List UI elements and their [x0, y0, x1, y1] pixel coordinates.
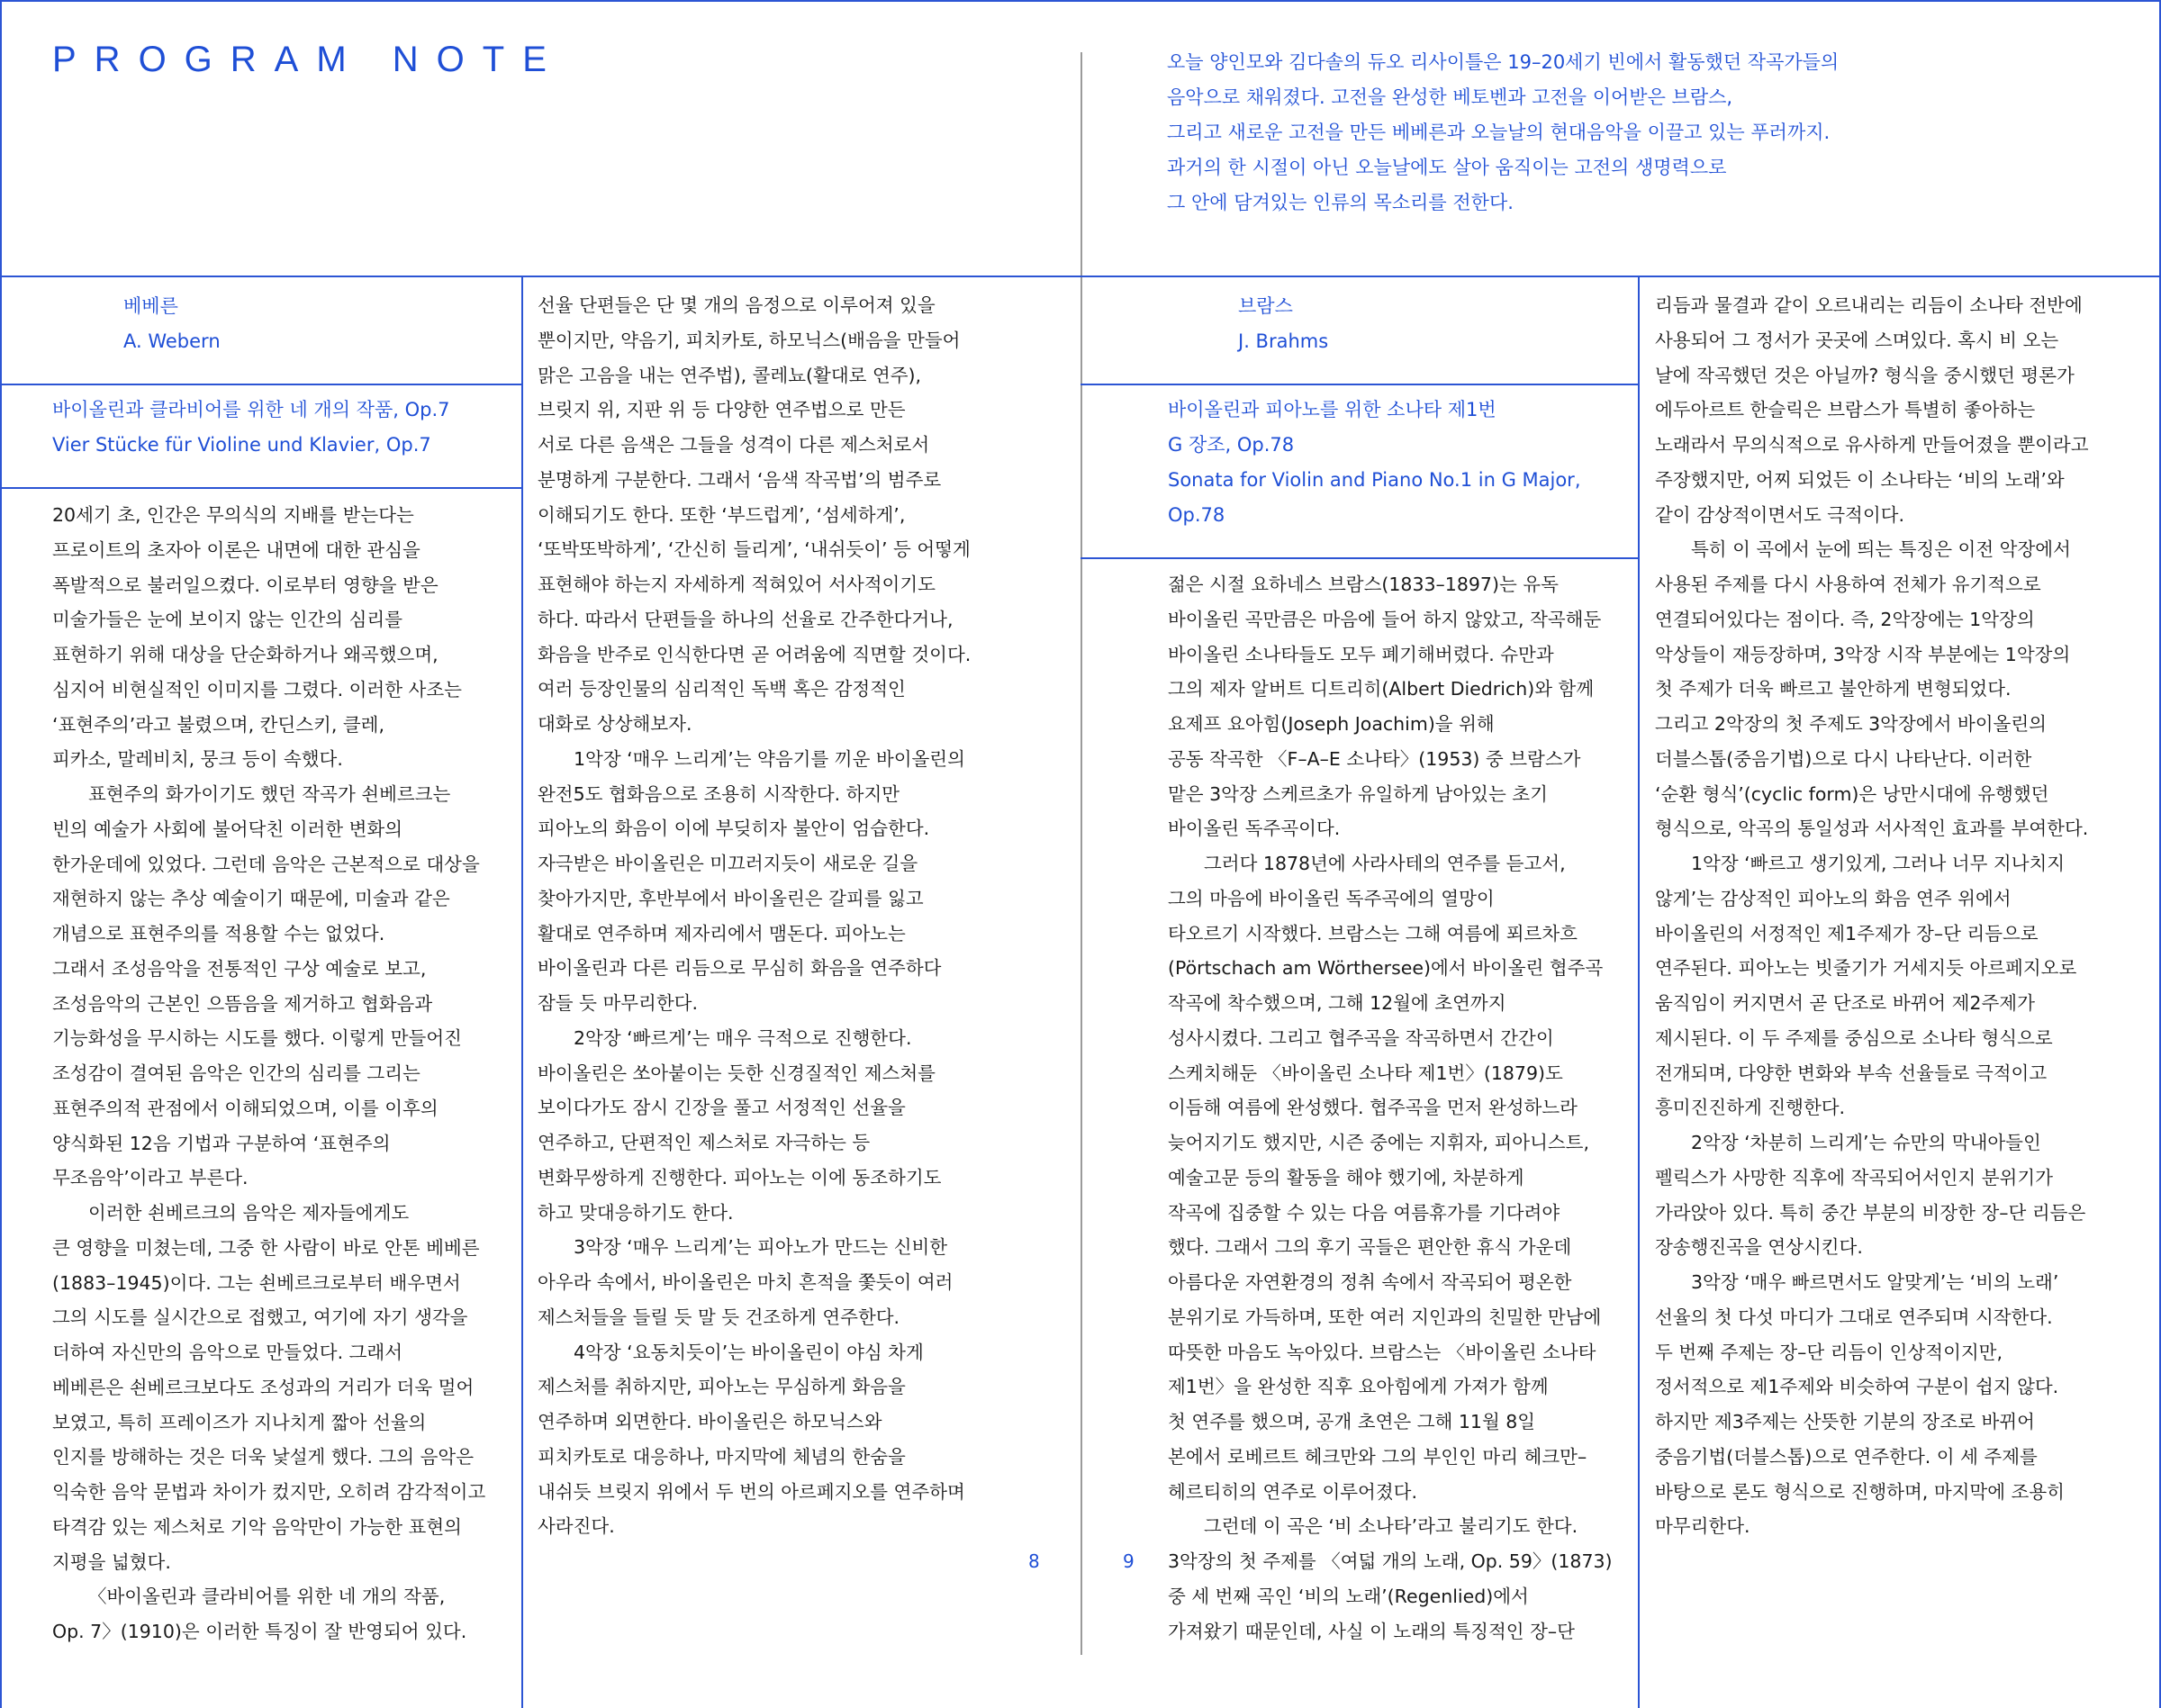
body-text-line: 2악장 ‘빠르게’는 매우 극적으로 진행한다.	[574, 1026, 912, 1049]
body-text-line: 잠들 듯 마무리한다.	[538, 992, 698, 1014]
body-text-line: 하고 맞대응하기도 한다.	[538, 1201, 734, 1224]
spine-divider	[1080, 277, 1082, 1655]
body-text-line: 선율의 첫 다섯 마디가 그대로 연주되며 시작한다.	[1655, 1306, 2053, 1328]
body-text-line: 헤르티히의 연주로 이루어졌다.	[1168, 1480, 1417, 1503]
page-number-left: 8	[1028, 1550, 1040, 1572]
body-text-line: 베베른은 쇤베르크보다도 조성과의 거리가 더욱 멀어	[52, 1376, 475, 1398]
column-divider-3	[1638, 276, 1640, 1708]
body-text-line: 날에 작곡했던 것은 아닐까? 형식을 중시했던 평론가	[1655, 364, 2075, 386]
intro-line: 그리고 새로운 고전을 만든 베베른과 오늘날의 현대음악을 이끌고 있는 푸러까지.	[1167, 122, 1831, 143]
body-text-line: 피카소, 말레비치, 뭉크 등이 속했다.	[52, 748, 343, 771]
body-text-line: 전개되며, 다양한 변화와 부속 선율들로 극적이고	[1655, 1062, 2048, 1084]
body-text-line: 이듬해 여름에 완성했다. 협주곡을 먼저 완성하느라	[1168, 1097, 1578, 1119]
body-text-line: 늦어지기도 했지만, 시즌 중에는 지휘자, 피아니스트,	[1168, 1132, 1589, 1153]
body-text-line: 개념으로 표현주의를 적용할 수는 없었다.	[52, 923, 385, 944]
top-border	[0, 0, 2161, 2]
body-text-line: 정서적으로 제1주제와 비슷하여 구분이 쉽지 않다.	[1655, 1376, 2059, 1398]
body-text-line: 에두아르트 한슬릭은 브람스가 특별히 좋아하는	[1655, 399, 2036, 421]
page-title: PROGRAM NOTE	[52, 40, 565, 79]
body-text-line: 아우라 속에서, 바이올린은 마치 흔적을 쫓듯이 여러	[538, 1271, 954, 1293]
body-text-line: 피치카토로 대응하나, 마지막에 체념의 한숨을	[538, 1445, 906, 1468]
webern-column-2	[538, 288, 971, 1544]
body-text-line: 연주하고, 단편적인 제스처로 자극하는 등	[538, 1132, 871, 1153]
body-text-line: 맑은 고음을 내는 연주법), 콜레뇨(활대로 연주),	[538, 364, 922, 386]
body-text-line: 화음을 반주로 인식한다면 곧 어려움에 직면할 것이다.	[538, 643, 972, 665]
body-text-line: 표현하기 위해 대상을 단순화하거나 왜곡했으며,	[52, 644, 439, 665]
body-text-line: 가라앉아 있다. 특히 중간 부분의 비장한 장–단 리듬은	[1655, 1201, 2086, 1224]
body-text-line: 더블스톱(중음기법)으로 다시 나타난다. 이러한	[1655, 747, 2032, 770]
body-text-line: 사라진다.	[538, 1515, 615, 1538]
body-text-line: 움직임이 커지면서 곧 단조로 바뀌어 제2주제가	[1655, 992, 2035, 1014]
work-title-line: 바이올린과 클라비어를 위한 네 개의 작품, Op.7	[52, 399, 450, 420]
body-text-line: 형식으로, 악곡의 통일성과 서사적인 효과를 부여한다.	[1655, 818, 2089, 840]
body-text-line: 이해되기도 한다. 또한 ‘부드럽게’, ‘섬세하게’,	[538, 503, 906, 526]
webern-work-divider	[0, 487, 521, 489]
body-text-line: 완전5도 협화음으로 조용히 시작한다. 하지만	[538, 782, 900, 805]
body-text-line: 보이다가도 잠시 긴장을 풀고 서정적인 선율을	[538, 1097, 906, 1119]
work-title-line: 바이올린과 피아노를 위한 소나타 제1번	[1168, 399, 1496, 420]
body-text-line: 가져왔기 때문인데, 사실 이 노래의 특징적인 장–단	[1168, 1620, 1575, 1642]
body-text-line: 바이올린 곡만큼은 마음에 들어 하지 않았고, 작곡해둔	[1168, 608, 1602, 630]
body-text-line: 분명하게 구분한다. 그래서 ‘음색 작곡법’의 범주로	[538, 468, 942, 491]
body-text-line: 2악장 ‘차분히 느리게’는 슈만의 막내아들인	[1691, 1132, 2041, 1153]
body-text-line: 타격감 있는 제스처로 기악 음악만이 가능한 표현의	[52, 1515, 462, 1538]
body-text-line: 연결되어있다는 점이다. 즉, 2악장에는 1악장의	[1655, 608, 2035, 630]
body-text-line: 큰 영향을 미쳤는데, 그중 한 사람이 바로 안톤 베베른	[52, 1236, 480, 1259]
webern-composer-divider	[0, 384, 521, 385]
body-text-line: 그의 제자 알버트 디트리히(Albert Diedrich)와 함께	[1168, 678, 1595, 700]
body-text-line: 흥미진진하게 진행한다.	[1655, 1097, 1846, 1119]
body-text-line: 여러 등장인물의 심리적인 독백 혹은 감정적인	[538, 678, 906, 700]
body-text-line: 두 번째 주제는 장–단 리듬이 인상적이지만,	[1655, 1341, 2003, 1363]
work-title-line: Vier Stücke für Violine und Klavier, Op.7	[52, 434, 431, 456]
body-text-line: ‘또박또박하게’, ‘간신히 들리게’, ‘내쉬듯이’ 등 어떻게	[538, 538, 971, 561]
body-text-line: (1883–1945)이다. 그는 쇤베르크로부터 배우면서	[52, 1271, 461, 1294]
body-text-line: 사용된 주제를 다시 사용하여 전체가 유기적으로	[1655, 574, 2041, 595]
body-text-line: 바이올린 소나타들도 모두 폐기해버렸다. 슈만과	[1168, 643, 1554, 665]
body-text-line: 재현하지 않는 추상 예술이기 때문에, 미술과 같은	[52, 888, 450, 910]
body-text-line: 중음기법(더블스톱)으로 연주한다. 이 세 주제를	[1655, 1445, 2038, 1468]
work-title-line: Sonata for Violin and Piano No.1 in G Major,	[1168, 469, 1581, 491]
body-text-line: 첫 연주를 했으며, 공개 초연은 그해 11월 8일	[1168, 1411, 1536, 1432]
body-text-line: 맡은 3악장 스케르초가 유일하게 남아있는 초기	[1168, 782, 1548, 805]
composer-latin: A. Webern	[123, 330, 221, 352]
body-text-line: 바탕으로 론도 형식으로 진행하며, 마지막에 조용히	[1655, 1480, 2065, 1503]
work-title-line: G 장조, Op.78	[1168, 434, 1295, 456]
body-text-line: 주장했지만, 어찌 되었든 이 소나타는 ‘비의 노래’와	[1655, 468, 2065, 491]
page-number-right: 9	[1123, 1550, 1135, 1572]
body-text-line: 제스처들을 들릴 듯 말 듯 건조하게 연주한다.	[538, 1306, 900, 1328]
body-text-line: 〈바이올린과 클라비어를 위한 네 개의 작품,	[88, 1586, 446, 1608]
body-text-line: 사용되어 그 정서가 곳곳에 스며있다. 혹시 비 오는	[1655, 329, 2059, 351]
body-text-line: 타오르기 시작했다. 브람스는 그해 여름에 푀르차흐	[1168, 922, 1578, 944]
body-text-line: 제스처를 취하지만, 피아노는 무심하게 화음을	[538, 1376, 906, 1398]
body-text-line: 한가운데에 있었다. 그런데 음악은 근본적으로 대상을	[52, 853, 480, 875]
body-text-line: 분위기로 가득하며, 또한 여러 지인과의 친밀한 만남에	[1168, 1306, 1602, 1328]
body-text-line: 찾아가지만, 후반부에서 바이올린은 갈피를 잃고	[538, 887, 924, 909]
body-text-line: 이러한 쇤베르크의 음악은 제자들에게도	[88, 1202, 410, 1224]
body-text-line: 표현주의 화가이기도 했던 작곡가 쇤베르크는	[88, 783, 451, 805]
body-text-line: 심지어 비현실적인 이미지를 그렸다. 이러한 사조는	[52, 678, 462, 700]
body-text-line: Op. 7〉(1910)은 이러한 특징이 잘 반영되어 있다.	[52, 1621, 467, 1642]
brahms-composer-name	[1238, 289, 1328, 359]
body-text-line: 대화로 상상해보자.	[538, 713, 692, 735]
body-text-line: 그의 시도를 실시간으로 접했고, 여기에 자기 생각을	[52, 1306, 468, 1329]
body-text-line: (Pörtschach am Wörthersee)에서 바이올린 협주곡	[1168, 957, 1604, 980]
body-text-line: 본에서 로베르트 헤크만와 그의 부인인 마리 헤크만–	[1168, 1445, 1587, 1468]
body-text-line: 바이올린은 쏘아붙이는 듯한 신경질적인 제스처를	[538, 1062, 936, 1084]
body-text-line: 보였고, 특히 프레이즈가 지나치게 짧아 선율의	[52, 1411, 427, 1433]
body-text-line: 폭발적으로 불러일으켰다. 이로부터 영향을 받은	[52, 574, 439, 596]
body-text-line: 무조음악’이라고 부른다.	[52, 1167, 249, 1189]
body-text-line: 하지만 제3주제는 산뜻한 기분의 장조로 바뀌어	[1655, 1411, 2035, 1432]
body-text-line: 바이올린과 다른 리듬으로 무심히 화음을 연주하다	[538, 957, 942, 980]
body-text-line: 리듬과 물결과 같이 오르내리는 리듬이 소나타 전반에	[1655, 294, 2083, 316]
brahms-work-title	[1168, 393, 1581, 533]
body-text-line: 익숙한 음악 문법과 차이가 컸지만, 오히려 감각적이고	[52, 1481, 486, 1503]
body-text-line: 변화무쌍하게 진행한다. 피아노는 이에 동조하기도	[538, 1166, 942, 1188]
body-text-line: 했다. 그래서 그의 후기 곡들은 편안한 휴식 가운데	[1168, 1236, 1572, 1259]
body-text-line: 뿐이지만, 약음기, 피치카토, 하모닉스(배음을 만들어	[538, 329, 961, 351]
webern-column-1	[52, 498, 485, 1649]
body-text-line: 바이올린 독주곡이다.	[1168, 818, 1341, 840]
body-text-line: 그러다 1878년에 사라사테의 연주를 듣고서,	[1204, 853, 1566, 874]
body-text-line: 브릿지 위, 지판 위 등 다양한 연주법으로 만든	[538, 399, 906, 421]
body-text-line: 미술가들은 눈에 보이지 않는 인간의 심리를	[52, 609, 403, 631]
body-text-line: 조성음악의 근본인 으뜸음을 제거하고 협화음과	[52, 992, 433, 1015]
body-text-line: 표현해야 하는지 자세하게 적혀있어 서사적이기도	[538, 574, 936, 595]
brahms-work-divider	[1080, 557, 1638, 559]
work-title-line: Op.78	[1168, 504, 1225, 526]
body-text-line: 그런데 이 곡은 ‘비 소나타’라고 불리기도 한다.	[1204, 1515, 1578, 1538]
body-text-line: ‘표현주의’라고 불렸으며, 칸딘스키, 클레,	[52, 713, 384, 736]
body-text-line: 같이 감상적이면서도 극적이다.	[1655, 503, 1904, 526]
body-text-line: 마무리한다.	[1655, 1515, 1750, 1538]
body-text-line: 더하여 자신만의 음악으로 만들었다. 그래서	[52, 1342, 403, 1363]
body-text-line: 빈의 예술가 사회에 불어닥친 이러한 변화의	[52, 818, 403, 840]
body-text-line: 20세기 초, 인간은 무의식의 지배를 받는다는	[52, 504, 414, 526]
body-text-line: 장송행진곡을 연상시킨다.	[1655, 1236, 1863, 1259]
body-text-line: 예술고문 등의 활동을 해야 했기에, 차분하게	[1168, 1166, 1524, 1188]
body-text-line: 첫 주제가 더욱 빠르고 불안하게 변형되었다.	[1655, 678, 2012, 700]
composer-korean: 베베른	[123, 295, 178, 317]
brahms-composer-divider	[1080, 384, 1638, 385]
body-text-line: 중 세 번째 곡인 ‘비의 노래’(Regenlied)에서	[1168, 1585, 1529, 1607]
brahms-column-2	[1655, 288, 2089, 1544]
webern-composer-name	[123, 289, 221, 359]
body-text-line: 성사시켰다. 그리고 협주곡을 작곡하면서 간간이	[1168, 1026, 1554, 1049]
body-text-line: 선율 단편들은 단 몇 개의 음정으로 이루어져 있을	[538, 294, 936, 316]
body-text-line: 피아노의 화음이 이에 부딪히자 불안이 엄습한다.	[538, 818, 930, 840]
body-text-line: ‘순환 형식’(cyclic form)은 낭만시대에 유행했던	[1655, 782, 2049, 805]
body-text-line: 4악장 ‘요동치듯이’는 바이올린이 야심 차게	[574, 1341, 924, 1363]
body-text-line: 양식화된 12음 기법과 구분하여 ‘표현주의	[52, 1132, 391, 1154]
body-text-line: 그의 마음에 바이올린 독주곡에의 열망이	[1168, 887, 1495, 909]
body-text-line: 악상들이 재등장하며, 3악장 시작 부분에는 1악장의	[1655, 643, 2071, 665]
body-text-line: 자극받은 바이올린은 미끄러지듯이 새로운 길을	[538, 853, 918, 874]
body-text-line: 제1번〉을 완성한 직후 요아힘에게 가져가 함께	[1168, 1376, 1549, 1398]
body-text-line: 3악장 ‘매우 빠르면서도 알맞게’는 ‘비의 노래’	[1691, 1271, 2059, 1293]
body-text-line: 내쉬듯 브릿지 위에서 두 번의 아르페지오를 연주하며	[538, 1480, 965, 1503]
intro-line: 그 안에 담겨있는 인류의 목소리를 전한다.	[1167, 192, 1514, 213]
intro-line: 오늘 양인모와 김다솔의 듀오 리사이틀은 19–20세기 빈에서 활동했던 작곡가들의	[1167, 51, 1840, 73]
body-text-line: 활대로 연주하며 제자리에서 맴돈다. 피아노는	[538, 922, 906, 944]
body-text-line: 3악장의 첫 주제를 〈여덟 개의 노래, Op. 59〉(1873)	[1168, 1550, 1613, 1572]
body-text-line: 공동 작곡한 〈F–A–E 소나타〉(1953) 중 브람스가	[1168, 747, 1581, 770]
body-text-line: 노래라서 무의식적으로 유사하게 만들어졌을 뿐이라고	[1655, 434, 2089, 456]
body-text-line: 연주된다. 피아노는 빗줄기가 거세지듯 아르페지오로	[1655, 957, 2077, 980]
body-text-line: 인지를 방해하는 것은 더욱 낯설게 했다. 그의 음악은	[52, 1446, 474, 1469]
composer-korean: 브람스	[1238, 295, 1293, 317]
intro-paragraph	[1167, 45, 2103, 221]
body-text-line: 따뜻한 마음도 녹아있다. 브람스는 〈바이올린 소나타	[1168, 1341, 1596, 1363]
body-text-line: 젊은 시절 요하네스 브람스(1833–1897)는 유독	[1168, 574, 1559, 595]
body-text-line: 지평을 넓혔다.	[52, 1550, 171, 1573]
body-text-line: 1악장 ‘빠르고 생기있게, 그러나 너무 지나치지	[1691, 853, 2066, 874]
column-divider-1	[521, 276, 523, 1708]
body-text-line: 표현주의적 관점에서 이해되었으며, 이를 이후의	[52, 1097, 439, 1119]
body-text-line: 특히 이 곡에서 눈에 띄는 특징은 이전 악장에서	[1691, 538, 2071, 561]
body-text-line: 바이올린의 서정적인 제1주제가 장–단 리듬으로	[1655, 922, 2039, 944]
intro-line: 음악으로 채워졌다. 고전을 완성한 베토벤과 고전을 이어받은 브람스,	[1167, 86, 1733, 108]
body-text-line: 기능화성을 무시하는 시도를 했다. 이렇게 만들어진	[52, 1027, 462, 1050]
body-text-line: 조성감이 결여된 음악은 인간의 심리를 그리는	[52, 1062, 420, 1084]
body-text-line: 하다. 따라서 단편들을 하나의 선율로 간주한다거나,	[538, 608, 954, 630]
body-text-line: 서로 다른 음색은 그들을 성격이 다른 제스처로서	[538, 434, 930, 456]
body-text-line: 그래서 조성음악을 전통적인 구상 예술로 보고,	[52, 957, 427, 980]
brahms-column-1	[1168, 567, 1613, 1649]
body-text-line: 작곡에 집중할 수 있는 다음 여름휴가를 기다려야	[1168, 1201, 1560, 1224]
body-text-line: 1악장 ‘매우 느리게’는 약음기를 끼운 바이올린의	[574, 747, 965, 770]
intro-line: 과거의 한 시절이 아닌 오늘날에도 살아 움직이는 고전의 생명력으로	[1167, 157, 1727, 178]
left-border	[0, 0, 2, 1708]
body-text-line: 그리고 2악장의 첫 주제도 3악장에서 바이올린의	[1655, 713, 2047, 735]
body-text-line: 프로이트의 초자아 이론은 내면에 대한 관심을	[52, 538, 420, 561]
webern-work-title	[52, 393, 449, 463]
body-text-line: 요제프 요아힘(Joseph Joachim)을 위해	[1168, 713, 1495, 735]
body-text-line: 아름다운 자연환경의 정취 속에서 작곡되어 평온한	[1168, 1271, 1572, 1293]
body-text-line: 않게’는 감상적인 피아노의 화음 연주 위에서	[1655, 887, 2012, 909]
body-text-line: 펠릭스가 사망한 직후에 작곡되어서인지 분위기가	[1655, 1166, 2053, 1188]
body-text-line: 연주하며 외면한다. 바이올린은 하모닉스와	[538, 1411, 882, 1432]
spine-header-divider	[1080, 52, 1082, 276]
body-text-line: 스케치해둔 〈바이올린 소나타 제1번〉(1879)도	[1168, 1062, 1563, 1084]
body-text-line: 3악장 ‘매우 느리게’는 피아노가 만드는 신비한	[574, 1236, 948, 1259]
body-text-line: 제시된다. 이 두 주제를 중심으로 소나타 형식으로	[1655, 1026, 2053, 1049]
body-text-line: 작곡에 착수했으며, 그해 12월에 초연까지	[1168, 992, 1506, 1014]
composer-latin: J. Brahms	[1238, 330, 1329, 352]
